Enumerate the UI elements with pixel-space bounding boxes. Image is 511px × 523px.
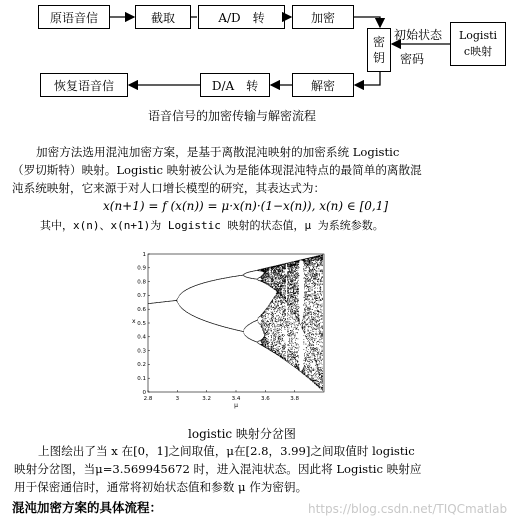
y-tick-label: 0 <box>142 389 146 396</box>
x-tick-label: 2.8 <box>143 396 153 402</box>
box-original-voice: 原语音信 <box>38 5 110 29</box>
formula: x(n+1) = f (x(n)) = μ·x(n)·(1−x(n)), x(n) ∈ [0,1] <box>103 199 389 213</box>
y-tick-label: 0.9 <box>137 265 146 272</box>
x-tick-label: 3.6 <box>260 396 270 402</box>
y-axis-label: x <box>132 318 136 325</box>
x-tick-label: 3.2 <box>202 396 212 402</box>
y-tick-label: 0.4 <box>137 334 146 341</box>
paragraph-params: 其中，x(n)、x(n+1)为 Logistic 映射的状态值，μ 为系统参数。 <box>40 219 384 232</box>
y-tick-label: 0.2 <box>137 362 146 369</box>
label-password: 密码 <box>400 52 425 66</box>
y-tick-label: 0.1 <box>137 376 146 382</box>
box-encrypt: 加密 <box>292 5 354 29</box>
y-tick-label: 1 <box>142 251 146 258</box>
x-tick-label: 3.4 <box>231 396 241 402</box>
y-tick-label: 0.6 <box>137 307 146 313</box>
y-tick-label: 0.7 <box>137 293 146 300</box>
box-da: D/A 转 <box>200 73 270 97</box>
watermark: https://blog.csdn.net/TIQCmatlab <box>308 502 508 516</box>
bifurcation-chart <box>130 248 340 413</box>
y-tick-label: 0.8 <box>137 279 146 286</box>
paragraph-intro: 加密方法选用混沌加密方案，是基于离散混沌映射的加密系统 Logistic（罗切斯特）映射。Logistic 映射被公认为是能体现混沌特点的最简单的离散混沌系统映射，它来源于对人口增长模型的研究，其表达式为： <box>12 145 422 195</box>
x-tick-label: 3 <box>175 396 180 402</box>
box-decrypt: 解密 <box>292 73 354 97</box>
chart-caption: logistic 映射分岔图 <box>188 427 296 441</box>
paragraph-explain: 上图绘出了当 x 在[0，1]之间取值，μ在[2.8，3.99]之间取值时 logistic 映射分岔图，当μ=3.569945672 时，进入混沌状态。因此将 Logistic 映射应用于保密通信时，通常将初始状态值和参数 μ 作为密钥。 <box>14 444 422 494</box>
section-heading: 混沌加密方案的具体流程： <box>12 500 163 515</box>
y-tick-label: 0.3 <box>137 348 146 355</box>
bifurcation-points <box>148 255 323 391</box>
box-ad: A/D 转 <box>198 5 285 29</box>
bifurcation-path <box>148 255 323 391</box>
flow-caption: 语音信号的加密传输与解密流程 <box>148 109 317 123</box>
box-capture: 截取 <box>135 5 191 29</box>
x-axis-label: μ <box>234 402 238 409</box>
y-tick-label: 0.5 <box>137 320 146 327</box>
box-recover-voice: 恢复语音信 <box>40 73 128 97</box>
box-key: 密 钥 <box>367 28 391 72</box>
x-tick-label: 3.8 <box>290 396 300 402</box>
box-logistic: Logisti c映射 <box>450 22 506 66</box>
flow-arrows <box>0 0 511 110</box>
label-initial-state: 初始状态 <box>394 28 443 42</box>
